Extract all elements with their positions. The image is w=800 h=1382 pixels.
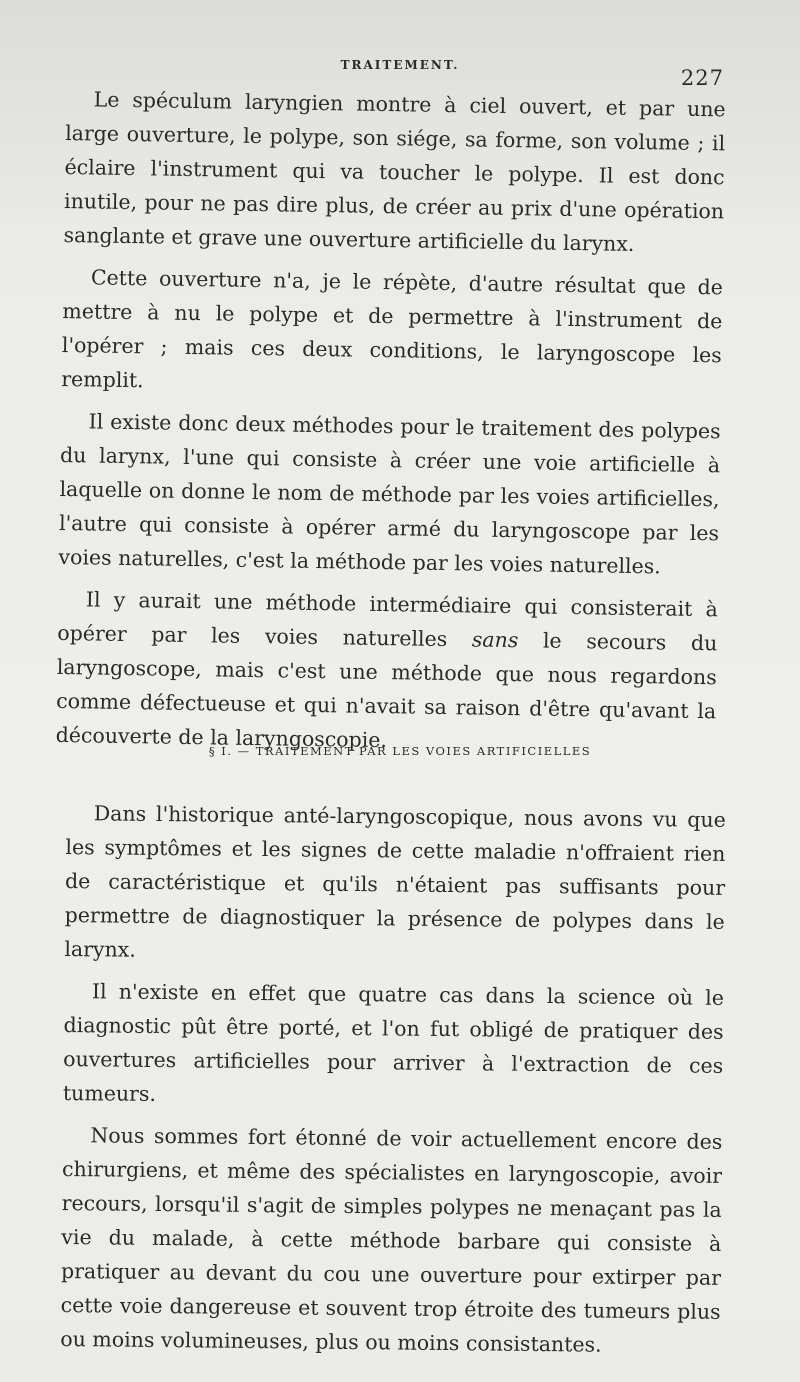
paragraph: Cette ouverture n'a, je le répète, d'autre résultat que de mettre à nu le polype et de permettre à l'instrument de l'opérer ; mais ces deux conditions, le laryngoscope les remplit.	[61, 265, 724, 393]
paragraph: Le spéculum laryngien montre à ciel ouvert, et par une large ouverture, le polype, son siége, sa forme, son volume ; il éclaire l'instrument qui va toucher le polype. Il est donc inutile, pour ne pas dire plus, de créer au prix d'une opération sanglante et grave une ouverture artificielle du larynx.	[63, 87, 726, 256]
page-number: 227	[680, 66, 724, 90]
running-title: TRAITEMENT.	[340, 58, 460, 72]
paragraph-text: Il y aurait une méthode intermédiaire qui consisterait à opérer par les voies naturelles	[57, 587, 718, 652]
running-head	[0, 52, 800, 90]
paragraph: Nous sommes fort étonné de voir actuellement encore des chirurgiens, et même des spécialistes en laryngoscopie, avoir recours, lorsqu'il s'agit de simples polypes ne menaçant pas la vie du malade, à cette méthode barbare qui consiste à pratiquer au devant du cou une ouverture pour extirper par cette voie dangereuse et souvent trop étroite des tumeurs plus ou moins volumineuses, plus ou moins consistantes.	[60, 1123, 723, 1357]
italic-word: sans	[471, 627, 519, 653]
paragraph-text: le secours du laryngoscope, mais c'est une méthode que nous regardons comme défectueuse et qui n'avait sa raison d'être qu'avant la découverte de la laryngoscopie.	[55, 628, 718, 753]
section-heading: § I. — TRAITEMENT PAR LES VOIES ARTIFICIELLES	[208, 744, 592, 758]
paragraph: Dans l'historique anté-laryngoscopique, nous avons vu que les symptômes et les signes de cette maladie n'offraient rien de caractéristique et qu'ils n'étaient pas suffisants pour permettre de diagnostiquer la présence de polypes dans le larynx.	[64, 801, 726, 962]
paragraph	[55, 582, 718, 762]
paragraph: Il n'existe en effet que quatre cas dans la science où le diagnostic pût être porté, et l'on fut obligé de pratiquer des ouvertures artificielles pour arriver à l'extraction de ces tumeurs.	[62, 979, 725, 1106]
paragraph: Il existe donc deux méthodes pour le traitement des polypes du larynx, l'une qui consiste à créer une voie artificielle à laquelle on donne le nom de méthode par les voies artificielles, l'autre qui consiste à opérer armé du laryngoscope par les voies naturelles, c'est la méthode par les voies naturelles.	[58, 409, 721, 579]
body-text-top	[55, 82, 726, 770]
body-text-bottom	[60, 796, 726, 1371]
